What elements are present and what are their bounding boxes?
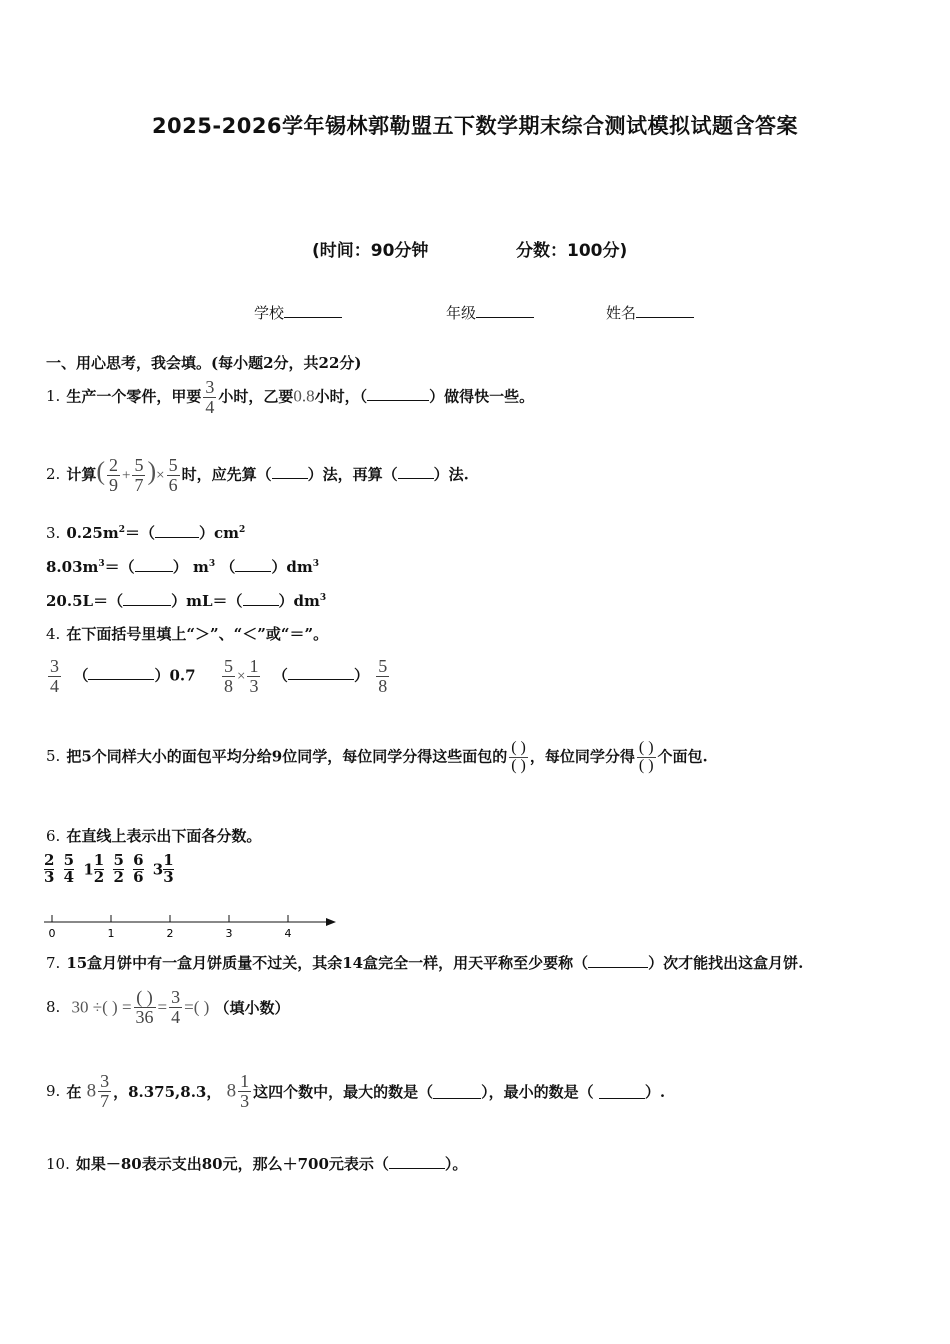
exam-time: (时间：90分钟 — [312, 241, 429, 261]
answer-blank[interactable] — [135, 556, 173, 572]
number-line[interactable] — [40, 910, 340, 944]
answer-fraction-blank[interactable]: $\frac{( )}{36}$ — [135, 987, 154, 1027]
exam-score: 分数：100分) — [516, 241, 628, 261]
question-3-line-2: $8.03m^3=$（ ） $m^3$ （ ）$dm^3$ — [46, 558, 319, 576]
answer-fraction-blank[interactable]: $\frac{( )}{( )}$ — [638, 739, 654, 774]
question-4-left: $\frac{3}{4}$ （ ）0.7 — [50, 656, 196, 696]
fraction: $\frac{3}{4}$ — [205, 377, 215, 417]
answer-blank[interactable] — [389, 1153, 445, 1169]
question-4-right: $\frac{5}{8}$ × $\frac{1}{3}$ （ ） $\frac{5}{8}$ — [224, 656, 388, 696]
question-1: 1. 生产一个零件，甲要 $\frac{3}{4}$ 小时，乙要0.8小时，（ ）做得快一些。 — [46, 377, 535, 417]
question-8: 8. 30 ÷( ) = $\frac{( )}{36}$ = $\frac{3}{4}$ =( ) （填小数） — [46, 987, 290, 1027]
fraction-item: $\frac{5}{4}$ — [63, 851, 75, 886]
fraction-item: $\frac{1}{3}$ — [163, 851, 174, 886]
answer-blank[interactable] — [88, 664, 154, 680]
fraction-item: $\frac{6}{6}$ — [133, 851, 144, 886]
answer-blank[interactable] — [367, 385, 429, 401]
answer-blank[interactable] — [272, 463, 308, 479]
number-line-tick-label: 0 — [48, 927, 56, 940]
answer-blank[interactable] — [398, 463, 434, 479]
answer-blank[interactable] — [123, 590, 171, 606]
question-5: 5. 把5个同样大小的面包平均分给9位同学，每位同学分得这些面包的 $\frac{( )}{( )}$ ，每位同学分得 $\frac{( )}{( )}$ 个面包. — [46, 739, 708, 774]
fraction-list: $\frac{2}{3}$ $\frac{5}{4}$ 1 $\frac{1}{2}$ $\frac{5}{2}$ $\frac{6}{6}$ 3 $\frac{1}{3}$ — [44, 851, 174, 886]
grade-field[interactable]: 年级 — [446, 302, 534, 323]
answer-blank[interactable] — [433, 1083, 481, 1099]
fraction-item: $\frac{2}{3}$ — [44, 851, 55, 886]
question-6: 6. 在直线上表示出下面各分数。 — [46, 827, 262, 845]
fraction-item: $\frac{1}{2}$ — [93, 851, 105, 886]
number-line-tick-label: 1 — [107, 927, 115, 940]
answer-blank[interactable] — [599, 1083, 645, 1099]
answer-blank[interactable] — [288, 664, 354, 680]
page-title: 2025-2026学年锡林郭勒盟五下数学期末综合测试模拟试题含答案 — [151, 114, 799, 138]
answer-fraction-blank[interactable]: $\frac{( )}{( )}$ — [511, 739, 526, 774]
school-field[interactable]: 学校 — [254, 302, 342, 323]
fraction-item: $\frac{5}{2}$ — [113, 851, 124, 886]
arrow-icon — [326, 918, 336, 926]
name-field[interactable]: 姓名 — [606, 302, 694, 323]
question-3-line-1: 3. $0.25m^2=$（ ）$cm^2$ — [46, 524, 246, 542]
question-10: 10. 如果－80表示支出80元，那么＋700元表示（ ）。 — [46, 1155, 468, 1173]
question-9: 9. 在 8 $\frac{3}{7}$ ，8.375,8.3， 8 $\frac{1}{3}$ 这四个数中，最大的数是（ ），最小的数是（ ）. — [46, 1071, 666, 1111]
answer-blank[interactable] — [155, 522, 199, 538]
number-line-tick-label: 4 — [284, 927, 292, 940]
section-heading: 一、用心思考，我会填。(每小题2分，共22分) — [46, 354, 362, 372]
question-4: 4. 在下面括号里填上“＞”、“＜”或“＝”。 — [46, 625, 329, 643]
answer-blank[interactable] — [243, 590, 279, 606]
question-7: 7. 15盒月饼中有一盒月饼质量不过关，其余14盒完全一样，用天平称至少要称（ ）次才能找出这盒月饼. — [46, 954, 804, 972]
number-line-tick-label: 3 — [225, 927, 233, 940]
answer-blank[interactable] — [235, 556, 271, 572]
number-line-tick-label: 2 — [166, 927, 174, 940]
answer-blank[interactable] — [588, 952, 648, 968]
question-3-line-3: 20.5L＝（ ）mL＝（ ）$dm^3$ — [46, 592, 327, 610]
question-2: 2. 计算( $\frac{2}{9}$ + $\frac{5}{7}$ )× $\frac{5}{6}$ 时，应先算（ ）法，再算（ ）法. — [46, 455, 469, 495]
